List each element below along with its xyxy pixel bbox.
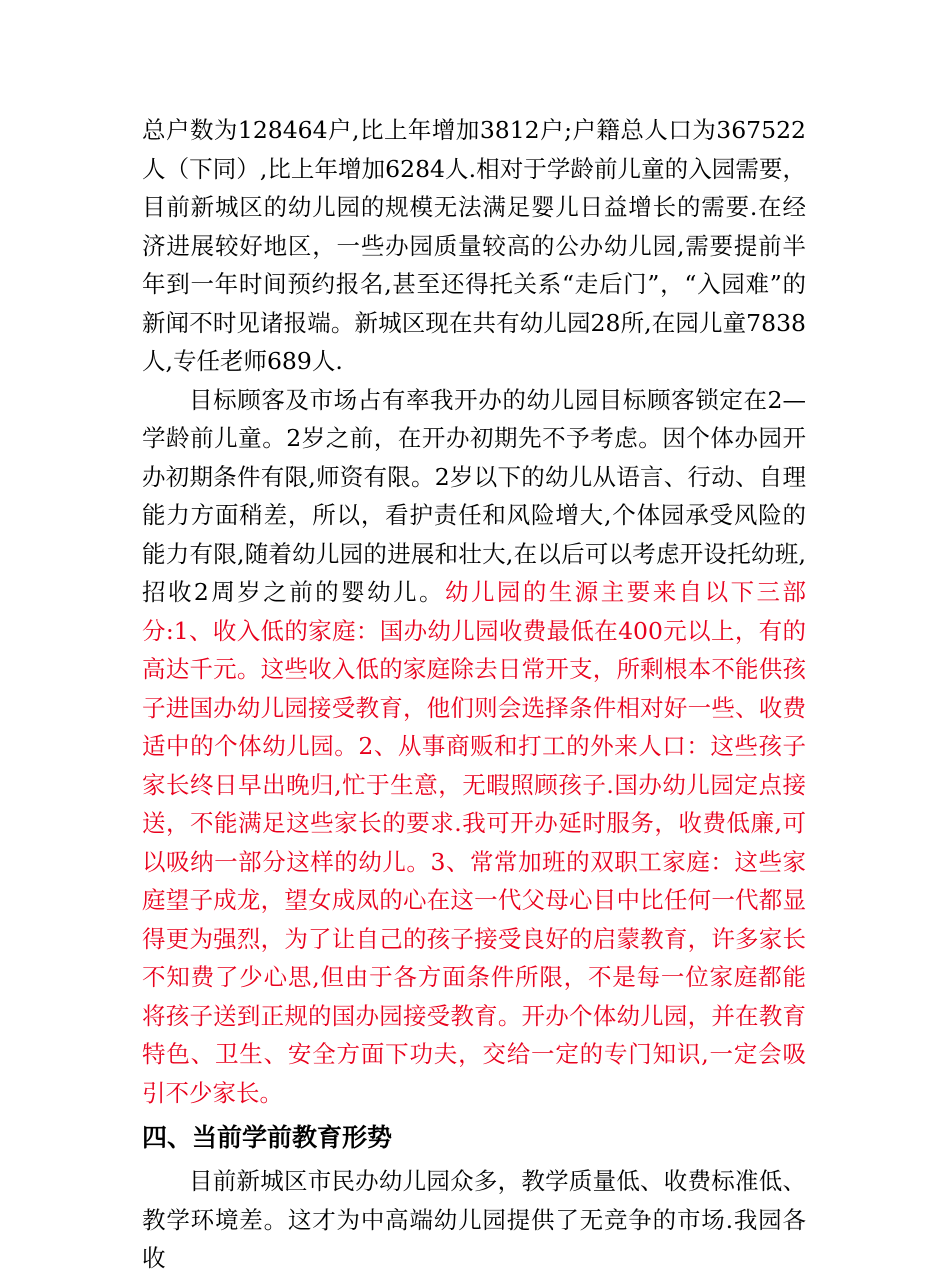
paragraph-target-customers-text: 目标顾客及市场占有率我开办的幼儿园目标顾客锁定在2—学龄前儿童。2岁之前，在开办初期先不予考虑。因个体办园开办初期条件有限,师资有限。2岁以下的幼儿从语言、行动、自理能力方面稍差，所以，看护责任和风险增大,个体园承受风险的能力有限,随着幼儿园的进展和壮大,在以后可以考虑开设托幼班,招收2周岁之前的婴幼儿。 <box>142 385 806 606</box>
paragraph-preschool-situation: 目前新城区市民办幼儿园众多，教学质量低、收费标准低、教学环境差。这才为中高端幼儿园提供了无竞争的市场.我园各收 <box>142 1167 806 1272</box>
document-body <box>142 111 806 1278</box>
section-heading-preschool-situation: 四、当前学前教育形势 <box>142 1123 393 1152</box>
paragraph-target-customers <box>142 381 806 1113</box>
paragraph-population: 总户数为128464户,比上年增加3812户;户籍总人口为367522人（下同）,比上年增加6284人.相对于学龄前儿童的入园需要，目前新城区的幼儿园的规模无法满足婴儿日益增长的需要.在经济进展较好地区，一些办园质量较高的公办幼儿园,需要提前半年到一年时间预约报名,甚至还得托关系“走后门”，“入园难”的新闻不时见诸报端。新城区现在共有幼儿园28所,在园儿童7838人,专任老师689人. <box>142 116 806 375</box>
paragraph-enrollment-sources-highlight: 幼儿园的生源主要来自以下三部分:1、收入低的家庭：国办幼儿园收费最低在400元以上，有的高达千元。这些收入低的家庭除去日常开支，所剩根本不能供孩子进国办幼儿园接受教育，他们则会选择条件相对好一些、收费适中的个体幼儿园。2、从事商贩和打工的外来人口：这些孩子家长终日早出晚归,忙于生意，无暇照顾孩子.国办幼儿园定点接送，不能满足这些家长的要求.我可开办延时服务，收费低廉,可以吸纳一部分这样的幼儿。3、常常加班的双职工家庭：这些家庭望子成龙，望女成凤的心在这一代父母心目中比任何一代都显得更为强烈，为了让自己的孩子接受良好的启蒙教育，许多家长不知费了少心思,但由于各方面条件所限，不是每一位家庭都能将孩子送到正规的国办园接受教育。开办个体幼儿园，并在教育特色、卫生、安全方面下功夫，交给一定的专门知识,一定会吸引不少家长。 <box>142 578 807 1107</box>
